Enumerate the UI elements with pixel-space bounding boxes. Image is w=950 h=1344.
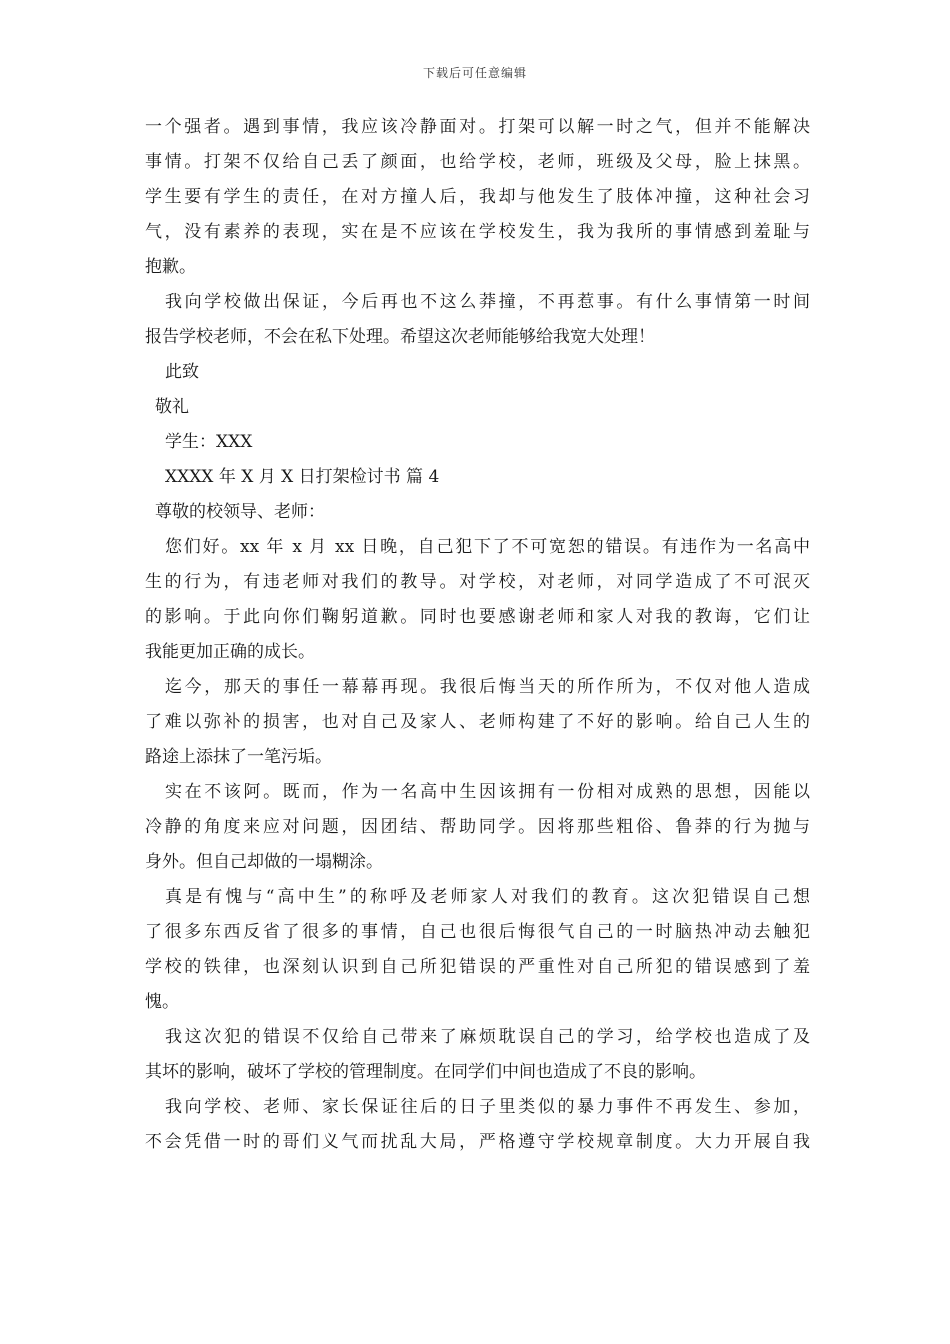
text-line: 其坏的影响，破坏了学校的管理制度。在同学们中间也造成了不良的影响。 [145, 1062, 706, 1082]
document-body [145, 110, 810, 1160]
text-line: 的影响。于此向你们鞠躬道歉。同时也要感谢老师和家人对我的教诲，它们让 [145, 607, 810, 627]
text-line: 我向学校、老师、家长保证往后的日子里类似的暴力事件不再发生、参加， [165, 1097, 810, 1117]
text-line: 学校的铁律，也深刻认识到自己所犯错误的严重性对自己所犯的错误感到了羞 [145, 957, 810, 977]
text-line: 事情。打架不仅给自己丢了颜面，也给学校，老师，班级及父母，脸上抹黑。 [145, 152, 810, 172]
text-line: XXXX 年 X 月 X 日打架检讨书 篇 4 [165, 467, 440, 487]
text-line: 生的行为，有违老师对我们的教导。对学校，对老师，对同学造成了不可泯灭 [145, 572, 810, 592]
text-line: 愧。 [145, 992, 179, 1012]
text-line: 敬礼 [155, 397, 189, 417]
text-line: 我向学校做出保证，今后再也不这么莽撞，不再惹事。有什么事情第一时间 [165, 292, 810, 312]
text-line: 抱歉。 [145, 257, 196, 277]
text-line: 学生要有学生的责任，在对方撞人后，我却与他发生了肢体冲撞，这种社会习 [145, 187, 810, 207]
text-line: 实在不该阿。既而，作为一名高中生因该拥有一份相对成熟的思想，因能以 [165, 782, 810, 802]
text-line: 报告学校老师，不会在私下处理。希望这次老师能够给我宽大处理！ [145, 327, 655, 347]
text-line: 路途上添抹了一笔污垢。 [145, 747, 332, 767]
text-line: 尊敬的校领导、老师： [155, 502, 325, 522]
text-line: 真是有愧与“高中生”的称呼及老师家人对我们的教育。这次犯错误自己想 [165, 887, 810, 907]
text-line: 我这次犯的错误不仅给自己带来了麻烦耽误自己的学习，给学校也造成了及 [165, 1027, 810, 1047]
text-line: 了难以弥补的损害，也对自己及家人、老师构建了不好的影响。给自己人生的 [145, 712, 810, 732]
text-line: 一个强者。遇到事情，我应该冷静面对。打架可以解一时之气，但并不能解决 [145, 117, 810, 137]
text-line: 迄今，那天的事任一幕幕再现。我很后悔当天的所作所为，不仅对他人造成 [165, 677, 810, 697]
text-line: 气，没有素养的表现，实在是不应该在学校发生，我为我所的事情感到羞耻与 [145, 222, 810, 242]
text-line: 我能更加正确的成长。 [145, 642, 315, 662]
text-line: 您们好。xx 年 x 月 xx 日晚，自己犯下了不可宽恕的错误。有违作为一名高中 [165, 537, 810, 557]
text-line: 了很多东西反省了很多的事情，自己也很后悔很气自己的一时脑热冲动去触犯 [145, 922, 810, 942]
text-line: 学生：XXX [165, 432, 253, 452]
page-header: 下载后可任意编辑 [422, 66, 527, 80]
text-line: 此致 [165, 362, 199, 382]
text-line: 不会凭借一时的哥们义气而扰乱大局，严格遵守学校规章制度。大力开展自我 [145, 1132, 810, 1152]
text-line: 身外。但自己却做的一塌糊涂。 [145, 852, 383, 872]
text-line: 冷静的角度来应对问题，因团结、帮助同学。因将那些粗俗、鲁莽的行为抛与 [145, 817, 810, 837]
